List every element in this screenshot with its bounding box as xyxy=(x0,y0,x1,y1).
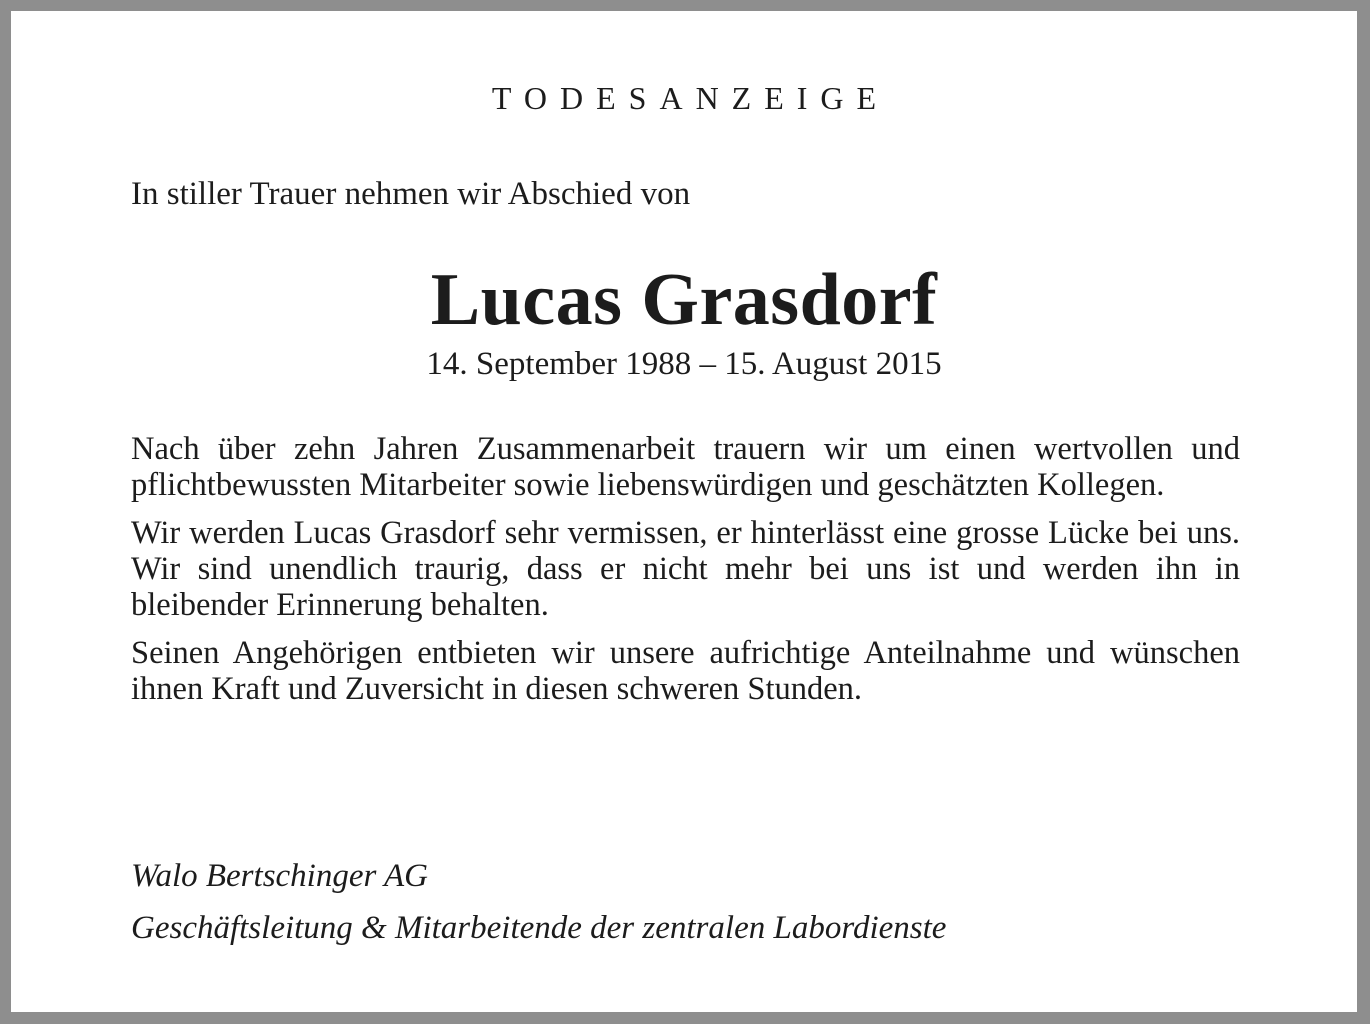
intro-text: In stiller Trauer nehmen wir Abschied von xyxy=(131,176,691,212)
obituary-page xyxy=(11,11,1357,1012)
notice-body xyxy=(131,431,1240,719)
sender-team: Geschäftsleitung & Mitarbeitende der zentralen Labordienste xyxy=(131,910,947,946)
body-paragraph: Nach über zehn Jahren Zusammenarbeit trauern wir um einen wertvollen und pflichtbewussten Mitarbeiter sowie liebenswürdigen und geschätzten Kollegen. xyxy=(131,431,1240,503)
body-paragraph: Wir werden Lucas Grasdorf sehr vermissen, er hinterlässt eine grosse Lücke bei uns. Wir sind unendlich traurig, dass er nicht mehr bei uns ist und werden ihn in bleibender Erinnerung behalten. xyxy=(131,515,1240,623)
body-paragraph: Seinen Angehörigen entbieten wir unsere aufrichtige Anteilnahme und wünschen ihnen Kraft und Zuversicht in diesen schweren Stunden. xyxy=(131,635,1240,707)
notice-heading: TODESANZEIGE xyxy=(491,80,890,116)
sender-company: Walo Bertschinger AG xyxy=(131,858,428,894)
deceased-name: Lucas Grasdorf xyxy=(430,259,938,341)
life-dates: 14. September 1988 – 15. August 2015 xyxy=(426,346,942,382)
